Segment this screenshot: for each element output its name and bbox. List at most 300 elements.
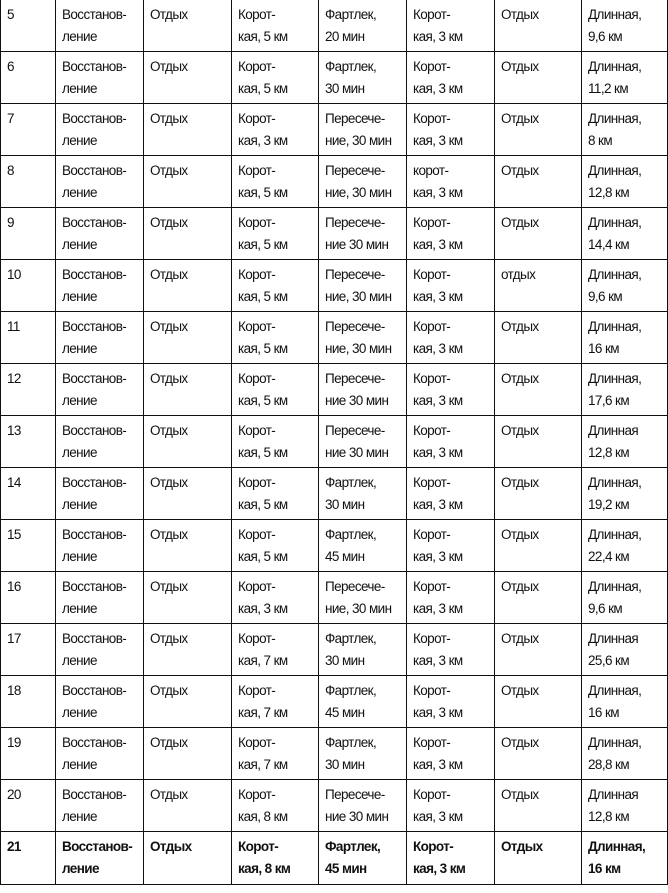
long-run-cell: [582, 416, 668, 468]
cell-line: Корот-: [413, 267, 451, 282]
cell-line: ние, 30 мин: [325, 184, 392, 200]
cell-line: Отдых: [501, 215, 539, 230]
table-row: [1, 156, 668, 208]
recovery-cell: [56, 416, 144, 468]
cell-line: Отдых: [150, 527, 188, 542]
rest-cell: [144, 208, 232, 260]
cell-line: кая, 3 км: [413, 184, 463, 200]
cell-line: 15: [7, 527, 21, 542]
cell-line: корот-: [413, 163, 449, 178]
cell-line: Отдых: [501, 111, 539, 126]
short-run-2-cell: [407, 572, 495, 624]
rest-2-cell: [495, 208, 582, 260]
rest-2-cell: [495, 156, 582, 208]
cell-line: 13: [7, 423, 21, 438]
cell-line: Отдых: [150, 631, 188, 646]
rest-cell: [144, 572, 232, 624]
short-run-cell: [232, 208, 319, 260]
cell-line: Восстанов-: [62, 111, 127, 126]
cell-line: Отдых: [150, 215, 188, 230]
cell-line: кая, 3 км: [238, 132, 288, 148]
cell-line: 16 км: [588, 340, 619, 356]
cell-line: 12,8 км: [588, 444, 630, 460]
rest-cell: [144, 0, 232, 52]
cell-line: кая, 3 км: [413, 652, 463, 668]
cell-line: кая, 7 км: [238, 704, 288, 720]
cell-line: кая, 3 км: [413, 236, 463, 252]
cell-line: ление: [62, 392, 97, 408]
rest-2-cell: [495, 364, 582, 416]
cell-line: Корот-: [413, 475, 451, 490]
cell-line: Отдых: [501, 735, 539, 750]
workout-cell: [319, 572, 407, 624]
short-run-cell: [232, 364, 319, 416]
cell-line: 12,8 км: [588, 184, 630, 200]
cell-line: ление: [62, 808, 97, 824]
cell-line: Корот-: [238, 735, 276, 750]
cell-line: 18: [7, 683, 21, 698]
workout-cell: [319, 208, 407, 260]
cell-line: 22,4 км: [588, 548, 630, 564]
cell-line: Отдых: [150, 267, 188, 282]
cell-line: Длинная,: [588, 7, 642, 22]
cell-line: ние, 30 мин: [325, 600, 392, 616]
cell-line: 11: [7, 319, 20, 334]
table-row: [1, 624, 668, 676]
cell-line: Фартлек,: [325, 59, 377, 74]
cell-line: Корот-: [238, 267, 276, 282]
cell-line: 45 мин: [325, 704, 365, 720]
cell-line: Длинная,: [588, 371, 642, 386]
rest-2-cell: [495, 832, 582, 885]
short-run-cell: [232, 260, 319, 312]
cell-line: 30 мин: [325, 80, 365, 96]
cell-line: 30 мин: [325, 496, 365, 512]
cell-line: Восстанов-: [62, 163, 127, 178]
table-row: [1, 468, 668, 520]
cell-line: Корот-: [238, 215, 276, 230]
cell-line: ление: [62, 548, 97, 564]
cell-line: Длинная,: [588, 579, 642, 594]
cell-line: кая, 5 км: [238, 392, 288, 408]
cell-line: кая, 5 км: [238, 184, 288, 200]
cell-line: 21: [7, 839, 21, 854]
cell-line: ние, 30 мин: [325, 288, 392, 304]
workout-cell: [319, 52, 407, 104]
cell-line: 20: [7, 787, 21, 802]
cell-line: кая, 3 км: [413, 392, 463, 408]
cell-line: кая, 3 км: [413, 444, 463, 460]
short-run-2-cell: [407, 52, 495, 104]
cell-line: Восстанов-: [62, 7, 127, 22]
cell-line: Корот-: [238, 423, 276, 438]
cell-line: Отдых: [501, 839, 543, 854]
rest-cell: [144, 312, 232, 364]
short-run-2-cell: [407, 156, 495, 208]
rest-2-cell: [495, 312, 582, 364]
cell-line: Отдых: [150, 163, 188, 178]
workout-cell: [319, 624, 407, 676]
recovery-cell: [56, 260, 144, 312]
week-cell: [1, 624, 56, 676]
cell-line: 11,2 км: [588, 80, 629, 96]
cell-line: Длинная: [588, 423, 639, 438]
recovery-cell: [56, 728, 144, 780]
cell-line: Пересече-: [325, 267, 385, 282]
workout-cell: [319, 312, 407, 364]
rest-cell: [144, 728, 232, 780]
cell-line: Отдых: [150, 683, 188, 698]
short-run-2-cell: [407, 364, 495, 416]
cell-line: Отдых: [150, 7, 188, 22]
cell-line: Фартлек,: [325, 735, 377, 750]
cell-line: 9,6 км: [588, 600, 623, 616]
cell-line: ление: [62, 28, 97, 44]
cell-line: 16: [7, 579, 21, 594]
cell-line: Отдых: [501, 631, 539, 646]
cell-line: Корот-: [238, 319, 276, 334]
long-run-cell: [582, 52, 668, 104]
long-run-cell: [582, 624, 668, 676]
cell-line: кая, 8 км: [238, 860, 291, 876]
cell-line: Отдых: [150, 319, 188, 334]
cell-line: ние 30 мин: [325, 808, 389, 824]
cell-line: 10: [7, 267, 21, 282]
workout-cell: [319, 156, 407, 208]
cell-line: ление: [62, 704, 97, 720]
cell-line: Пересече-: [325, 579, 385, 594]
cell-line: Фартлек,: [325, 839, 381, 854]
cell-line: ление: [62, 496, 97, 512]
cell-line: Отдых: [501, 319, 539, 334]
table-row: [1, 676, 668, 728]
cell-line: Фартлек,: [325, 475, 377, 490]
cell-line: Отдых: [150, 735, 188, 750]
workout-cell: [319, 364, 407, 416]
short-run-2-cell: [407, 416, 495, 468]
cell-line: 17: [7, 631, 21, 646]
cell-line: ление: [62, 756, 97, 772]
recovery-cell: [56, 156, 144, 208]
long-run-cell: [582, 0, 668, 52]
rest-2-cell: [495, 416, 582, 468]
cell-line: Длинная,: [588, 839, 646, 854]
rest-cell: [144, 468, 232, 520]
cell-line: кая, 5 км: [238, 444, 288, 460]
table-row: [1, 416, 668, 468]
cell-line: Корот-: [238, 839, 279, 854]
cell-line: Длинная,: [588, 319, 642, 334]
cell-line: 5: [7, 7, 14, 22]
long-run-cell: [582, 260, 668, 312]
table-row: [1, 520, 668, 572]
cell-line: Фартлек,: [325, 683, 377, 698]
short-run-cell: [232, 520, 319, 572]
short-run-cell: [232, 52, 319, 104]
cell-line: Корот-: [238, 787, 276, 802]
cell-line: Отдых: [150, 579, 188, 594]
cell-line: кая, 5 км: [238, 80, 288, 96]
cell-line: Отдых: [150, 371, 188, 386]
cell-line: ление: [62, 288, 97, 304]
cell-line: Пересече-: [325, 371, 385, 386]
cell-line: Отдых: [501, 163, 539, 178]
cell-line: Корот-: [413, 7, 451, 22]
workout-cell: [319, 728, 407, 780]
table-row: [1, 780, 668, 832]
cell-line: Пересече-: [325, 111, 385, 126]
cell-line: Корот-: [238, 371, 276, 386]
cell-line: Корот-: [238, 59, 276, 74]
cell-line: Корот-: [238, 163, 276, 178]
cell-line: Корот-: [413, 787, 451, 802]
cell-line: Фартлек,: [325, 631, 377, 646]
cell-line: ние, 30 мин: [325, 340, 392, 356]
short-run-cell: [232, 104, 319, 156]
cell-line: кая, 3 км: [238, 600, 288, 616]
cell-line: 9,6 км: [588, 288, 623, 304]
rest-2-cell: [495, 624, 582, 676]
cell-line: Длинная,: [588, 215, 642, 230]
short-run-2-cell: [407, 624, 495, 676]
cell-line: кая, 3 км: [413, 288, 463, 304]
cell-line: 14,4 км: [588, 236, 630, 252]
cell-line: Отдых: [501, 371, 539, 386]
cell-line: кая, 5 км: [238, 548, 288, 564]
cell-line: Корот-: [413, 111, 451, 126]
short-run-cell: [232, 728, 319, 780]
cell-line: ление: [62, 860, 99, 876]
rest-2-cell: [495, 52, 582, 104]
week-cell: [1, 416, 56, 468]
long-run-cell: [582, 728, 668, 780]
cell-line: Отдых: [501, 59, 539, 74]
cell-line: 6: [7, 59, 14, 74]
short-run-cell: [232, 468, 319, 520]
long-run-cell: [582, 208, 668, 260]
long-run-cell: [582, 364, 668, 416]
cell-line: Корот-: [238, 631, 276, 646]
recovery-cell: [56, 52, 144, 104]
cell-line: Длинная: [588, 787, 639, 802]
cell-line: 30 мин: [325, 756, 365, 772]
short-run-2-cell: [407, 260, 495, 312]
cell-line: Корот-: [238, 475, 276, 490]
cell-line: ление: [62, 600, 97, 616]
short-run-cell: [232, 416, 319, 468]
short-run-cell: [232, 676, 319, 728]
cell-line: Восстанов-: [62, 839, 133, 854]
short-run-2-cell: [407, 208, 495, 260]
long-run-cell: [582, 520, 668, 572]
table-row: [1, 728, 668, 780]
cell-line: ление: [62, 444, 97, 460]
workout-cell: [319, 468, 407, 520]
week-cell: [1, 0, 56, 52]
cell-line: Отдых: [150, 787, 188, 802]
cell-line: кая, 3 км: [413, 80, 463, 96]
cell-line: Длинная,: [588, 267, 642, 282]
week-cell: [1, 208, 56, 260]
rest-2-cell: [495, 728, 582, 780]
rest-2-cell: [495, 676, 582, 728]
cell-line: кая, 7 км: [238, 652, 288, 668]
cell-line: Пересече-: [325, 319, 385, 334]
rest-cell: [144, 52, 232, 104]
cell-line: кая, 3 км: [413, 548, 463, 564]
cell-line: Отдых: [150, 475, 188, 490]
cell-line: 8 км: [588, 132, 613, 148]
cell-line: Длинная,: [588, 475, 642, 490]
cell-line: 45 мин: [325, 548, 365, 564]
rest-cell: [144, 520, 232, 572]
cell-line: Корот-: [413, 839, 454, 854]
cell-line: Восстанов-: [62, 579, 127, 594]
cell-line: 16 км: [588, 704, 619, 720]
rest-cell: [144, 260, 232, 312]
workout-cell: [319, 520, 407, 572]
rest-cell: [144, 104, 232, 156]
rest-2-cell: [495, 780, 582, 832]
week-cell: [1, 260, 56, 312]
recovery-cell: [56, 624, 144, 676]
cell-line: Корот-: [238, 111, 276, 126]
cell-line: Восстанов-: [62, 475, 127, 490]
cell-line: 16 км: [588, 860, 621, 876]
recovery-cell: [56, 208, 144, 260]
cell-line: Корот-: [238, 7, 276, 22]
cell-line: 12: [7, 371, 21, 386]
cell-line: кая, 5 км: [238, 288, 288, 304]
short-run-2-cell: [407, 676, 495, 728]
cell-line: ние 30 мин: [325, 392, 389, 408]
recovery-cell: [56, 676, 144, 728]
cell-line: Отдых: [501, 579, 539, 594]
short-run-2-cell: [407, 468, 495, 520]
cell-line: Корот-: [413, 371, 451, 386]
cell-line: кая, 3 км: [413, 496, 463, 512]
cell-line: 9,6 км: [588, 28, 623, 44]
cell-line: кая, 3 км: [413, 808, 463, 824]
rest-cell: [144, 832, 232, 885]
short-run-cell: [232, 156, 319, 208]
cell-line: ление: [62, 340, 97, 356]
cell-line: Корот-: [413, 215, 451, 230]
cell-line: кая, 3 км: [413, 704, 463, 720]
short-run-cell: [232, 624, 319, 676]
cell-line: ление: [62, 236, 97, 252]
week-cell: [1, 156, 56, 208]
cell-line: ление: [62, 652, 97, 668]
cell-line: Отдых: [501, 683, 539, 698]
cell-line: Пересече-: [325, 787, 385, 802]
workout-cell: [319, 260, 407, 312]
rest-cell: [144, 780, 232, 832]
week-cell: [1, 468, 56, 520]
long-run-cell: [582, 832, 668, 885]
short-run-2-cell: [407, 104, 495, 156]
week-cell: [1, 780, 56, 832]
week-cell: [1, 728, 56, 780]
cell-line: 12,8 км: [588, 808, 630, 824]
cell-line: 7: [7, 111, 14, 126]
cell-line: Восстанов-: [62, 371, 127, 386]
recovery-cell: [56, 0, 144, 52]
cell-line: Восстанов-: [62, 787, 127, 802]
cell-line: кая, 3 км: [413, 756, 463, 772]
cell-line: Отдых: [501, 787, 539, 802]
workout-cell: [319, 0, 407, 52]
recovery-cell: [56, 104, 144, 156]
week-cell: [1, 832, 56, 885]
long-run-cell: [582, 468, 668, 520]
week-cell: [1, 572, 56, 624]
short-run-2-cell: [407, 780, 495, 832]
workout-cell: [319, 676, 407, 728]
rest-cell: [144, 676, 232, 728]
recovery-cell: [56, 780, 144, 832]
cell-line: кая, 5 км: [238, 496, 288, 512]
cell-line: Восстанов-: [62, 735, 127, 750]
week-cell: [1, 52, 56, 104]
cell-line: 9: [7, 215, 14, 230]
short-run-cell: [232, 0, 319, 52]
workout-cell: [319, 832, 407, 885]
cell-line: ление: [62, 80, 97, 96]
cell-line: Длинная,: [588, 527, 642, 542]
short-run-2-cell: [407, 728, 495, 780]
cell-line: Корот-: [413, 579, 451, 594]
cell-line: Отдых: [150, 423, 188, 438]
long-run-cell: [582, 156, 668, 208]
cell-line: кая, 5 км: [238, 28, 288, 44]
cell-line: Отдых: [150, 59, 188, 74]
cell-line: ние, 30 мин: [325, 132, 392, 148]
rest-cell: [144, 364, 232, 416]
cell-line: кая, 3 км: [413, 600, 463, 616]
workout-cell: [319, 104, 407, 156]
cell-line: Длинная,: [588, 163, 642, 178]
cell-line: Отдых: [501, 423, 539, 438]
cell-line: Корот-: [413, 59, 451, 74]
cell-line: Отдых: [150, 111, 188, 126]
cell-line: Длинная,: [588, 59, 642, 74]
cell-line: кая, 8 км: [238, 808, 288, 824]
cell-line: Восстанов-: [62, 631, 127, 646]
rest-2-cell: [495, 468, 582, 520]
recovery-cell: [56, 832, 144, 885]
cell-line: Длинная,: [588, 683, 642, 698]
workout-cell: [319, 416, 407, 468]
rest-cell: [144, 156, 232, 208]
cell-line: отдых: [501, 267, 536, 282]
rest-2-cell: [495, 520, 582, 572]
cell-line: Восстанов-: [62, 215, 127, 230]
cell-line: Корот-: [238, 683, 276, 698]
recovery-cell: [56, 312, 144, 364]
cell-line: кая, 3 км: [413, 132, 463, 148]
cell-line: Восстанов-: [62, 59, 127, 74]
cell-line: кая, 7 км: [238, 756, 288, 772]
cell-line: Восстанов-: [62, 423, 127, 438]
cell-line: Восстанов-: [62, 683, 127, 698]
workout-cell: [319, 780, 407, 832]
cell-line: ление: [62, 184, 97, 200]
cell-line: Фартлек,: [325, 527, 377, 542]
cell-line: кая, 3 км: [413, 340, 463, 356]
table-row: [1, 104, 668, 156]
long-run-cell: [582, 104, 668, 156]
